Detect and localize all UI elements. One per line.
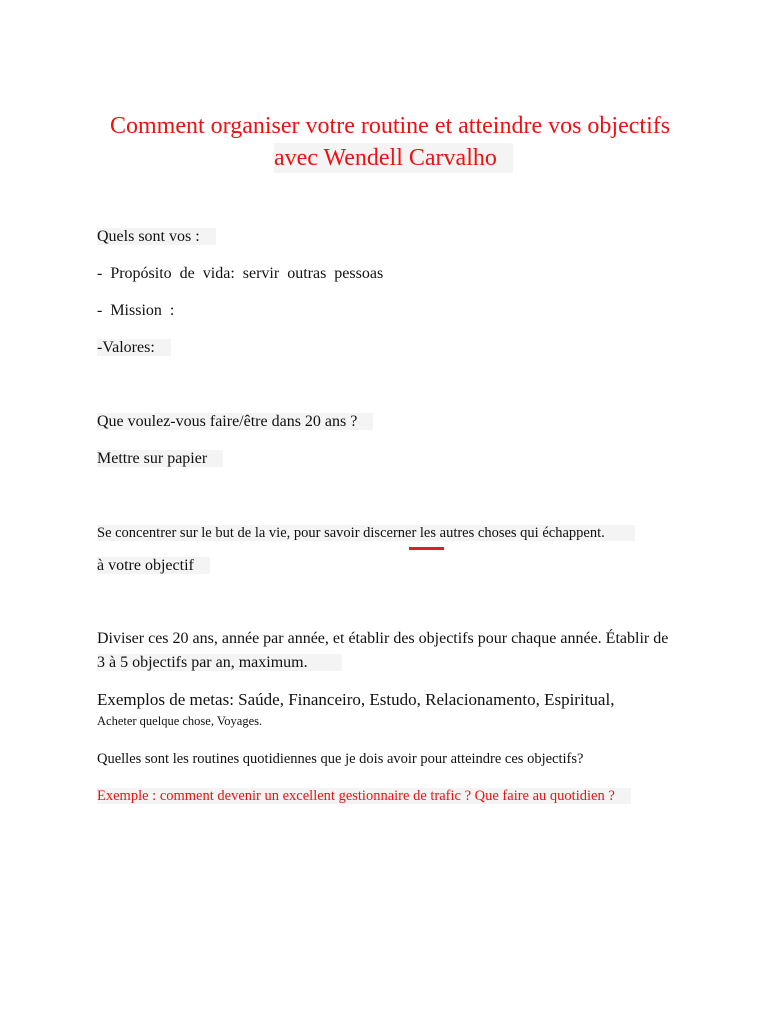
divide-paragraph-line-1: Diviser ces 20 ans, année par année, et établir des objectifs pour chaque année. Établir de <box>97 630 669 647</box>
focus-paragraph-line-1 <box>97 522 635 544</box>
title-line-1: Comment organiser votre routine et atteindre vos objectifs <box>110 113 671 139</box>
list-item-mission: - Mission : <box>97 302 175 319</box>
list-item-values-text: -Valores: <box>97 339 171 356</box>
followup-paper <box>97 448 223 470</box>
question-20-years-text: Que voulez-vous faire/être dans 20 ans ? <box>97 413 373 430</box>
list-item-purpose: - Propósito de vida: servir outras pessoas <box>97 265 384 282</box>
example-red-line-text: Exemple : comment devenir un excellent gestionnaire de trafic ? Que faire au quotidien ? <box>97 788 631 804</box>
examples-line-1: Exemplos de metas: Saúde, Financeiro, Estudo, Relacionamento, Espiritual, <box>97 690 615 709</box>
focus-paragraph-line-1-text: Se concentrer sur le but de la vie, pour savoir discerner les autres choses qui échappent. <box>97 525 635 541</box>
examples-line-2: Acheter quelque chose, Voyages. <box>97 714 263 728</box>
routines-question: Quelles sont les routines quotidiennes que je dois avoir pour atteindre ces objectifs? <box>97 751 584 767</box>
example-red-line <box>97 785 631 807</box>
focus-paragraph-line-2 <box>97 555 210 577</box>
question-values-heading <box>97 226 216 248</box>
spellcheck-underline <box>409 547 444 550</box>
focus-paragraph-line-2-text: à votre objectif <box>97 557 210 574</box>
title-line-2: avec Wendell Carvalho <box>274 143 513 173</box>
question-20-years <box>97 411 373 433</box>
divide-paragraph-line-2 <box>97 652 342 674</box>
followup-paper-text: Mettre sur papier <box>97 450 223 467</box>
question-values-text: Quels sont vos : <box>97 228 216 245</box>
list-item-values <box>97 337 171 359</box>
divide-paragraph-line-2-text: 3 à 5 objectifs par an, maximum. <box>97 654 342 671</box>
